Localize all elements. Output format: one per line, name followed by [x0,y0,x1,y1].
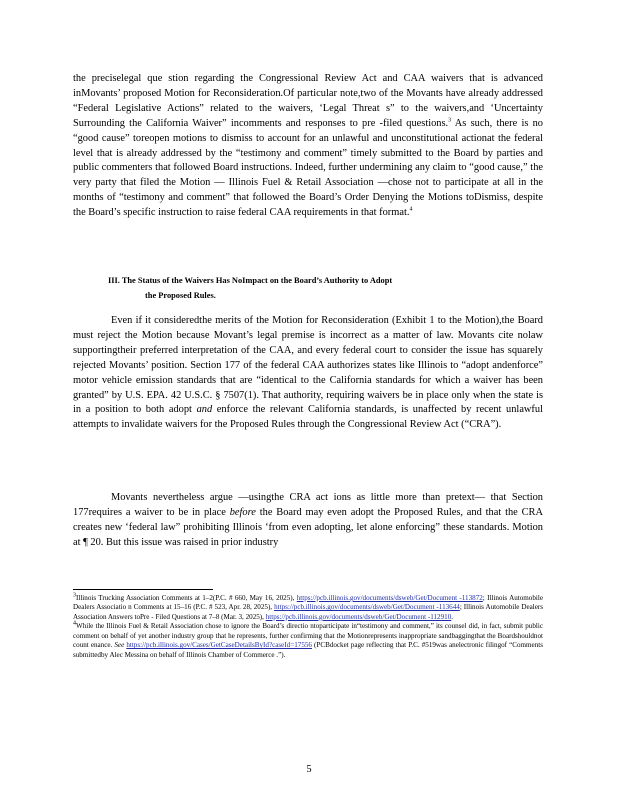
footnote-divider [73,589,213,590]
footnote-link[interactable]: https://pcb.illinois.gov/documents/dsweb/Get/Document -112910 [265,612,452,621]
footnote-text: . [451,612,454,621]
paragraph-text: Even if it consideredthe merits of the Motion for Reconsideration (Exhibit 1 to the Motion),the Board must reject the Motion because Movant’s legal premise is incorrect as a matter of law. Movants cite nolaw supportingtheir preferred interpretation of the CAA, and every federal court to consider the issue has squarely rejected Movants’ position. Section 177 of the federal CAA authorizes states like Illinois to “adopt andenforce” motor vehicle emission standards that are “identical to the California standards for which a waiver has been granted” by U.S. EPA. 42 U.S.C. § 7507(1). That authority, requiring waivers be in place only when the state is in a position to both adopt [73,315,543,416]
footnote-mark: 4 [73,621,76,627]
footnote-ref-4[interactable]: 4 [409,206,413,213]
heading-line-1: III. The Status of the Waivers Has NoImpact on the Board’s Authority to Adopt [108,276,393,285]
emphasis-before: before [229,506,256,518]
body-paragraph-1 [73,72,543,221]
footnote-link[interactable]: https://pcb.illinois.gov/Cases/GetCaseDetailsById?caseId=17556 [126,641,312,650]
footnote-ref-3[interactable]: 3 [448,117,452,124]
paragraph-text: the Board may even adopt the Proposed Rules, and that the CRA creates new ‘federal law” prohibiting Illinois ‘from even adopting, let alone enforcing” these standards. Motion at ¶ 20. But this issue was raised in prior industry [73,506,543,548]
paragraph-text: As such, there is no “good cause” toreopen motions to dismiss to account for an unlawful and unconstitutional actionat the federal level that is already addressed by the “testimony and comment” timely submitted to the Board by parties and public commenters that followed Board instructions. Indeed, further undermining any claim to “good cause,” the very party that filed the Motion — Illinois Fuel & Retail Association —chose not to participate at all in the months of “testimony and comment” that followed the Board’s Order Denying the Motions toDismiss, despite the Board’s specific instruction to raise federal CAA requirements in that format. [73,117,543,219]
footnote-text: (PCBdocket page reflecting that P.C. #519was anelectronic filingof “Comments submittedby Alec Messina on behalf of Illinois Chamber of Commerce .”). [73,641,543,659]
body-paragraph-2 [73,314,543,433]
footnote-mark: 3 [73,592,76,599]
paragraph-text: Movants nevertheless argue —usingthe CRA act ions as little more than pretext— that Section 177requires a waiver to be in place [73,492,543,518]
footnote-text: Illinois Trucking Association Comments at 1–2(P.C. # 660, May 16, 2025), [76,594,295,602]
emphasis-and: and [196,404,213,416]
footnotes [73,594,543,660]
footnote-text: ; Illinois Automobile Dealers Associatio n Comments at 15–16 (P.C. # 523, Apr. 28, 2025), [73,594,543,612]
footnote-text: ; Illinois Automobile Dealers Association Answers toPre - Filed Questions at 7–8 (Mar. 3, 2025), [73,603,543,621]
paragraph-text: enforce the relevant California standards, is unaffected by recent unlawful attempts to invalidate waivers for the Proposed Rules through the Congressional Review Act (“CRA”). [73,404,543,431]
footnote-link[interactable]: https://pcb.illinois.gov/documents/dsweb/Get/Document -113872 [296,594,483,602]
footnote-4 [73,622,543,660]
body-paragraph-3 [73,491,543,551]
heading-line-2: the Proposed Rules. [145,291,216,300]
signal-see: See [114,641,125,650]
paragraph-text: the preciselegal que stion regarding the Congressional Review Act and CAA waivers that is advanced inMovants’ proposed Motion for Reconsideration.Of particular note,two of the Movants have already addressed “Federal Legislative Actions” related to the waivers, ‘Legal Threat s” to the waivers,and ‘Uncertainty Surrounding the California Waiver” incomments and responses to pre -filed questions. [73,73,543,129]
footnote-text: While the Illinois Fuel & Retail Association chose to ignore the Board’s directio ntoparticipate in“testimony and comment,” its counsel did, in fact, submit public comment on behalf of yet another industry group that he represents, further confirming that the Motionrepresents inappropriate sandbaggingthat the Boardshouldnot count enance. [73,622,543,650]
footnote-3 [73,594,543,622]
section-heading [108,273,528,303]
footnote-link[interactable]: https://pcb.illinois.gov/documents/dsweb/Get/Document -113644 [274,603,460,612]
page-number: 5 [306,764,312,775]
